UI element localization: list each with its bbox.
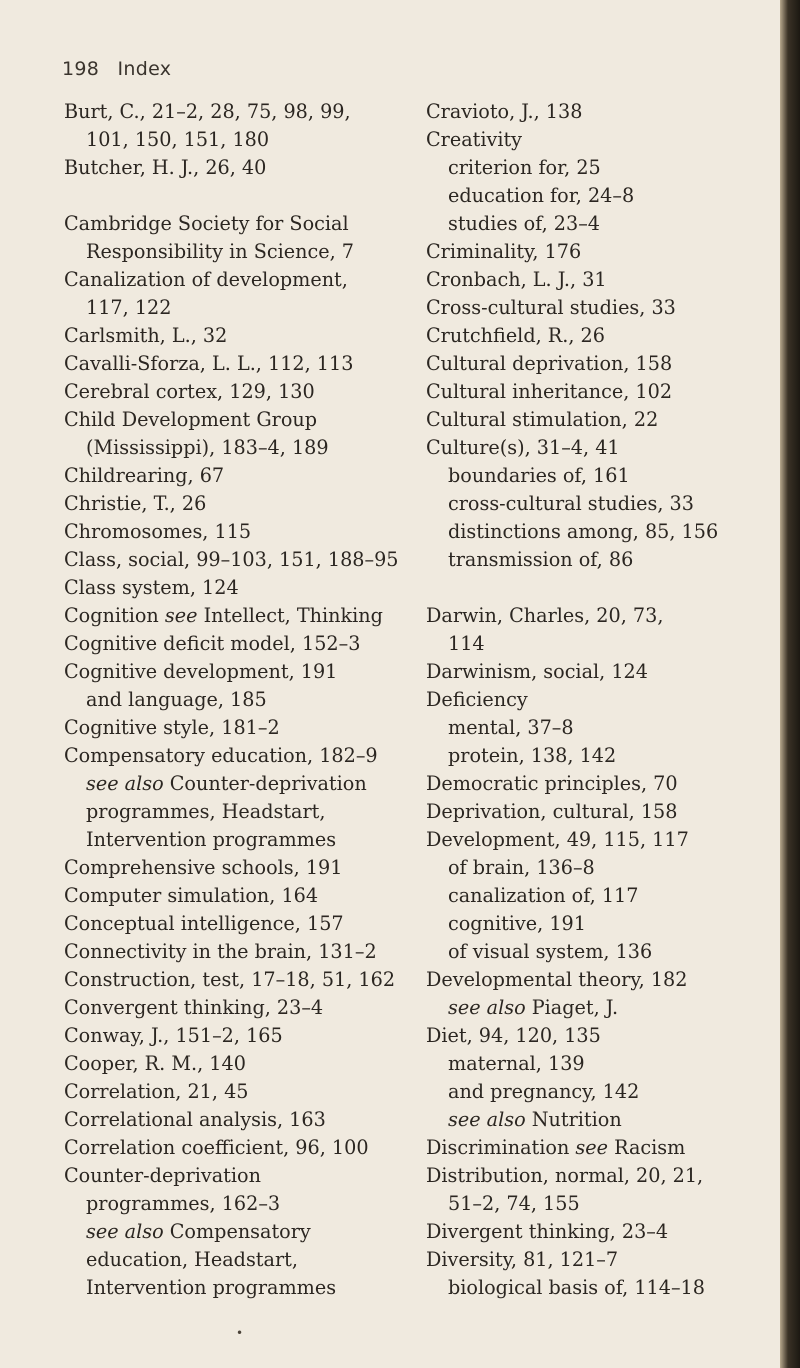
index-entry-text: programmes, 162–3 bbox=[86, 1192, 281, 1215]
index-entry-text: boundaries of, 161 bbox=[448, 464, 630, 487]
index-entry-text: distinctions among, 85, 156 bbox=[448, 520, 719, 543]
index-entry-text: Cognition bbox=[64, 604, 159, 627]
index-entry-text: Crutchfield, R., 26 bbox=[426, 324, 605, 347]
index-entry bbox=[64, 910, 404, 938]
index-entry-text: Compensatory education, 182–9 bbox=[64, 744, 378, 767]
index-subentry bbox=[64, 126, 404, 154]
index-entry bbox=[426, 826, 756, 854]
index-entry-text: education for, 24–8 bbox=[448, 184, 635, 207]
index-entry bbox=[64, 406, 404, 434]
index-entry-text: Carlsmith, L., 32 bbox=[64, 324, 228, 347]
index-entry-text: 101, 150, 151, 180 bbox=[86, 128, 270, 151]
index-entry-text: Chromosomes, 115 bbox=[64, 520, 252, 543]
index-subentry bbox=[64, 238, 404, 266]
index-entry bbox=[426, 1022, 756, 1050]
index-entry bbox=[426, 770, 756, 798]
index-subentry bbox=[64, 434, 404, 462]
index-entry bbox=[64, 1078, 404, 1106]
cross-reference-target: Racism bbox=[614, 1136, 686, 1159]
index-entry-text: Diet, 94, 120, 135 bbox=[426, 1024, 601, 1047]
cross-reference-target: Nutrition bbox=[531, 1108, 622, 1131]
index-entry-text: Childrearing, 67 bbox=[64, 464, 225, 487]
index-subentry bbox=[64, 686, 404, 714]
index-entry bbox=[64, 518, 404, 546]
index-subentry bbox=[426, 490, 756, 518]
index-entry-text: Cultural inheritance, 102 bbox=[426, 380, 673, 403]
cross-reference-label: see also bbox=[448, 1108, 526, 1131]
index-entry bbox=[64, 658, 404, 686]
index-entry-text: Burt, C., 21–2, 28, 75, 98, 99, bbox=[64, 100, 351, 123]
book-gutter-edge bbox=[780, 0, 800, 1368]
index-entry-text: Counter-deprivation bbox=[64, 1164, 261, 1187]
index-subentry bbox=[426, 210, 756, 238]
index-entry-text: Intervention programmes bbox=[86, 828, 337, 851]
index-entry-text: Cerebral cortex, 129, 130 bbox=[64, 380, 315, 403]
index-entry-text: Darwinism, social, 124 bbox=[426, 660, 648, 683]
index-entry-text: cognitive, 191 bbox=[448, 912, 586, 935]
index-entry-text: Convergent thinking, 23–4 bbox=[64, 996, 324, 1019]
index-subentry bbox=[426, 518, 756, 546]
index-entry bbox=[64, 1050, 404, 1078]
index-entry-text: 114 bbox=[448, 632, 485, 655]
index-entry-text: Computer simulation, 164 bbox=[64, 884, 319, 907]
index-entry bbox=[64, 742, 404, 770]
index-entry bbox=[64, 602, 404, 630]
index-subentry bbox=[426, 546, 756, 574]
index-entry-text: Cognitive style, 181–2 bbox=[64, 716, 280, 739]
index-entry-text: Cravioto, J., 138 bbox=[426, 100, 583, 123]
index-entry bbox=[64, 378, 404, 406]
index-entry bbox=[64, 966, 404, 994]
index-subentry bbox=[64, 1190, 404, 1218]
index-entry-text: and pregnancy, 142 bbox=[448, 1080, 640, 1103]
index-entry-text: Conway, J., 151–2, 165 bbox=[64, 1024, 283, 1047]
index-entry-text: of brain, 136–8 bbox=[448, 856, 595, 879]
index-entry-text: Cronbach, L. J., 31 bbox=[426, 268, 607, 291]
index-entry-text: Comprehensive schools, 191 bbox=[64, 856, 343, 879]
index-entry-text: and language, 185 bbox=[86, 688, 267, 711]
index-entry bbox=[64, 882, 404, 910]
index-subentry bbox=[426, 994, 756, 1022]
index-entry-text: Diversity, 81, 121–7 bbox=[426, 1248, 619, 1271]
index-entry-text: Deprivation, cultural, 158 bbox=[426, 800, 678, 823]
index-entry bbox=[64, 854, 404, 882]
index-entry bbox=[64, 994, 404, 1022]
index-subentry bbox=[64, 826, 404, 854]
cross-reference-label: see also bbox=[448, 996, 526, 1019]
index-section-gap bbox=[426, 574, 756, 602]
index-entry-text: mental, 37–8 bbox=[448, 716, 574, 739]
index-entry-text: Intervention programmes bbox=[86, 1276, 337, 1299]
index-entry bbox=[64, 938, 404, 966]
index-entry bbox=[64, 574, 404, 602]
cross-reference-label: see bbox=[164, 604, 198, 627]
index-entry-text: Class system, 124 bbox=[64, 576, 239, 599]
index-entry bbox=[64, 630, 404, 658]
index-entry bbox=[64, 154, 404, 182]
index-entry bbox=[64, 462, 404, 490]
index-subentry bbox=[64, 1246, 404, 1274]
index-subentry bbox=[426, 854, 756, 882]
index-entry-text: studies of, 23–4 bbox=[448, 212, 601, 235]
index-entry bbox=[426, 1218, 756, 1246]
index-entry bbox=[426, 350, 756, 378]
index-entry-text: Conceptual intelligence, 157 bbox=[64, 912, 344, 935]
index-entry-text: Criminality, 176 bbox=[426, 240, 582, 263]
page-speck: • bbox=[236, 1326, 244, 1340]
index-subentry bbox=[426, 1274, 756, 1302]
index-entry bbox=[426, 266, 756, 294]
cross-reference-target: Counter-deprivation bbox=[169, 772, 367, 795]
index-entry-text: 51–2, 74, 155 bbox=[448, 1192, 580, 1215]
index-entry bbox=[426, 126, 756, 154]
index-subentry bbox=[426, 1078, 756, 1106]
index-entry bbox=[426, 1162, 756, 1190]
index-entry bbox=[64, 210, 404, 238]
index-entry-text: Cultural stimulation, 22 bbox=[426, 408, 659, 431]
index-entry bbox=[64, 266, 404, 294]
index-entry-text: Cognitive deficit model, 152–3 bbox=[64, 632, 361, 655]
index-subentry bbox=[426, 910, 756, 938]
index-entry-text: canalization of, 117 bbox=[448, 884, 639, 907]
index-entry-text: cross-cultural studies, 33 bbox=[448, 492, 694, 515]
cross-reference-target: Intellect, Thinking bbox=[203, 604, 383, 627]
index-subentry bbox=[426, 182, 756, 210]
index-entry bbox=[426, 602, 756, 630]
index-entry-text: Cross-cultural studies, 33 bbox=[426, 296, 676, 319]
index-entry-text: protein, 138, 142 bbox=[448, 744, 617, 767]
index-entry-text: Cambridge Society for Social bbox=[64, 212, 349, 235]
page-header-title: Index bbox=[117, 58, 172, 80]
index-entry-text: Distribution, normal, 20, 21, bbox=[426, 1164, 704, 1187]
index-entry bbox=[426, 1134, 756, 1162]
index-entry bbox=[64, 714, 404, 742]
index-entry-text: Correlation, 21, 45 bbox=[64, 1080, 249, 1103]
index-entry-text: 117, 122 bbox=[86, 296, 172, 319]
index-entry bbox=[64, 1134, 404, 1162]
index-entry-text: transmission of, 86 bbox=[448, 548, 634, 571]
index-entry-text: maternal, 139 bbox=[448, 1052, 585, 1075]
index-entry bbox=[426, 322, 756, 350]
index-entry-text: Cultural deprivation, 158 bbox=[426, 352, 673, 375]
index-column-left bbox=[64, 98, 404, 1302]
index-entry-text: Class, social, 99–103, 151, 188–95 bbox=[64, 548, 399, 571]
index-entry-text: of visual system, 136 bbox=[448, 940, 653, 963]
page-number: 198 bbox=[62, 58, 100, 80]
index-entry bbox=[64, 1106, 404, 1134]
index-entry-text: Deficiency bbox=[426, 688, 528, 711]
index-entry bbox=[426, 966, 756, 994]
index-entry bbox=[426, 686, 756, 714]
index-entry bbox=[426, 1246, 756, 1274]
index-subentry bbox=[426, 1190, 756, 1218]
index-entry bbox=[426, 98, 756, 126]
index-entry-text: Responsibility in Science, 7 bbox=[86, 240, 355, 263]
index-entry-text: Connectivity in the brain, 131–2 bbox=[64, 940, 377, 963]
index-entry bbox=[64, 546, 404, 574]
cross-reference-label: see bbox=[575, 1136, 608, 1159]
index-entry-text: education, Headstart, bbox=[86, 1248, 298, 1271]
index-section-gap bbox=[64, 182, 404, 210]
index-subentry bbox=[426, 630, 756, 658]
index-entry-text: Divergent thinking, 23–4 bbox=[426, 1220, 669, 1243]
index-subentry bbox=[64, 770, 404, 798]
index-entry bbox=[426, 434, 756, 462]
cross-reference-target: Piaget, J. bbox=[531, 996, 619, 1019]
index-entry-text: Development, 49, 115, 117 bbox=[426, 828, 689, 851]
index-subentry bbox=[426, 154, 756, 182]
index-entry-text: Canalization of development, bbox=[64, 268, 348, 291]
index-subentry bbox=[64, 1218, 404, 1246]
index-subentry bbox=[426, 1106, 756, 1134]
index-entry bbox=[64, 322, 404, 350]
index-entry bbox=[426, 238, 756, 266]
index-subentry bbox=[426, 882, 756, 910]
cross-reference-label: see also bbox=[86, 1220, 164, 1243]
index-entry-text: biological basis of, 114–18 bbox=[448, 1276, 705, 1299]
index-entry bbox=[64, 490, 404, 518]
index-entry-text: Correlation coefficient, 96, 100 bbox=[64, 1136, 369, 1159]
index-subentry bbox=[426, 938, 756, 966]
index-subentry bbox=[426, 1050, 756, 1078]
index-entry-text: Darwin, Charles, 20, 73, bbox=[426, 604, 664, 627]
index-entry bbox=[64, 350, 404, 378]
index-entry bbox=[426, 378, 756, 406]
index-entry-text: Discrimination bbox=[426, 1136, 570, 1159]
index-entry-text: Cavalli-Sforza, L. L., 112, 113 bbox=[64, 352, 354, 375]
index-entry bbox=[64, 98, 404, 126]
cross-reference-target: Compensatory bbox=[169, 1220, 311, 1243]
index-entry-text: programmes, Headstart, bbox=[86, 800, 326, 823]
index-subentry bbox=[64, 294, 404, 322]
index-entry-text: Creativity bbox=[426, 128, 523, 151]
index-entry bbox=[426, 294, 756, 322]
index-subentry bbox=[426, 714, 756, 742]
page-header bbox=[62, 58, 171, 80]
index-column-right bbox=[426, 98, 756, 1302]
index-entry bbox=[64, 1022, 404, 1050]
index-entry-text: Democratic principles, 70 bbox=[426, 772, 678, 795]
index-subentry bbox=[64, 1274, 404, 1302]
index-entry-text: Developmental theory, 182 bbox=[426, 968, 688, 991]
index-entry bbox=[426, 406, 756, 434]
index-entry-text: Construction, test, 17–18, 51, 162 bbox=[64, 968, 396, 991]
index-entry bbox=[426, 798, 756, 826]
index-entry-text: Cognitive development, 191 bbox=[64, 660, 338, 683]
index-entry-text: Christie, T., 26 bbox=[64, 492, 207, 515]
index-entry-text: Correlational analysis, 163 bbox=[64, 1108, 326, 1131]
index-entry-text: (Mississippi), 183–4, 189 bbox=[86, 436, 329, 459]
index-subentry bbox=[64, 798, 404, 826]
index-subentry bbox=[426, 742, 756, 770]
index-entry-text: criterion for, 25 bbox=[448, 156, 601, 179]
index-entry-text: Culture(s), 31–4, 41 bbox=[426, 436, 620, 459]
index-entry bbox=[426, 658, 756, 686]
index-subentry bbox=[426, 462, 756, 490]
index-entry-text: Cooper, R. M., 140 bbox=[64, 1052, 246, 1075]
index-entry-text: Butcher, H. J., 26, 40 bbox=[64, 156, 267, 179]
index-entry bbox=[64, 1162, 404, 1190]
cross-reference-label: see also bbox=[86, 772, 164, 795]
index-entry-text: Child Development Group bbox=[64, 408, 318, 431]
